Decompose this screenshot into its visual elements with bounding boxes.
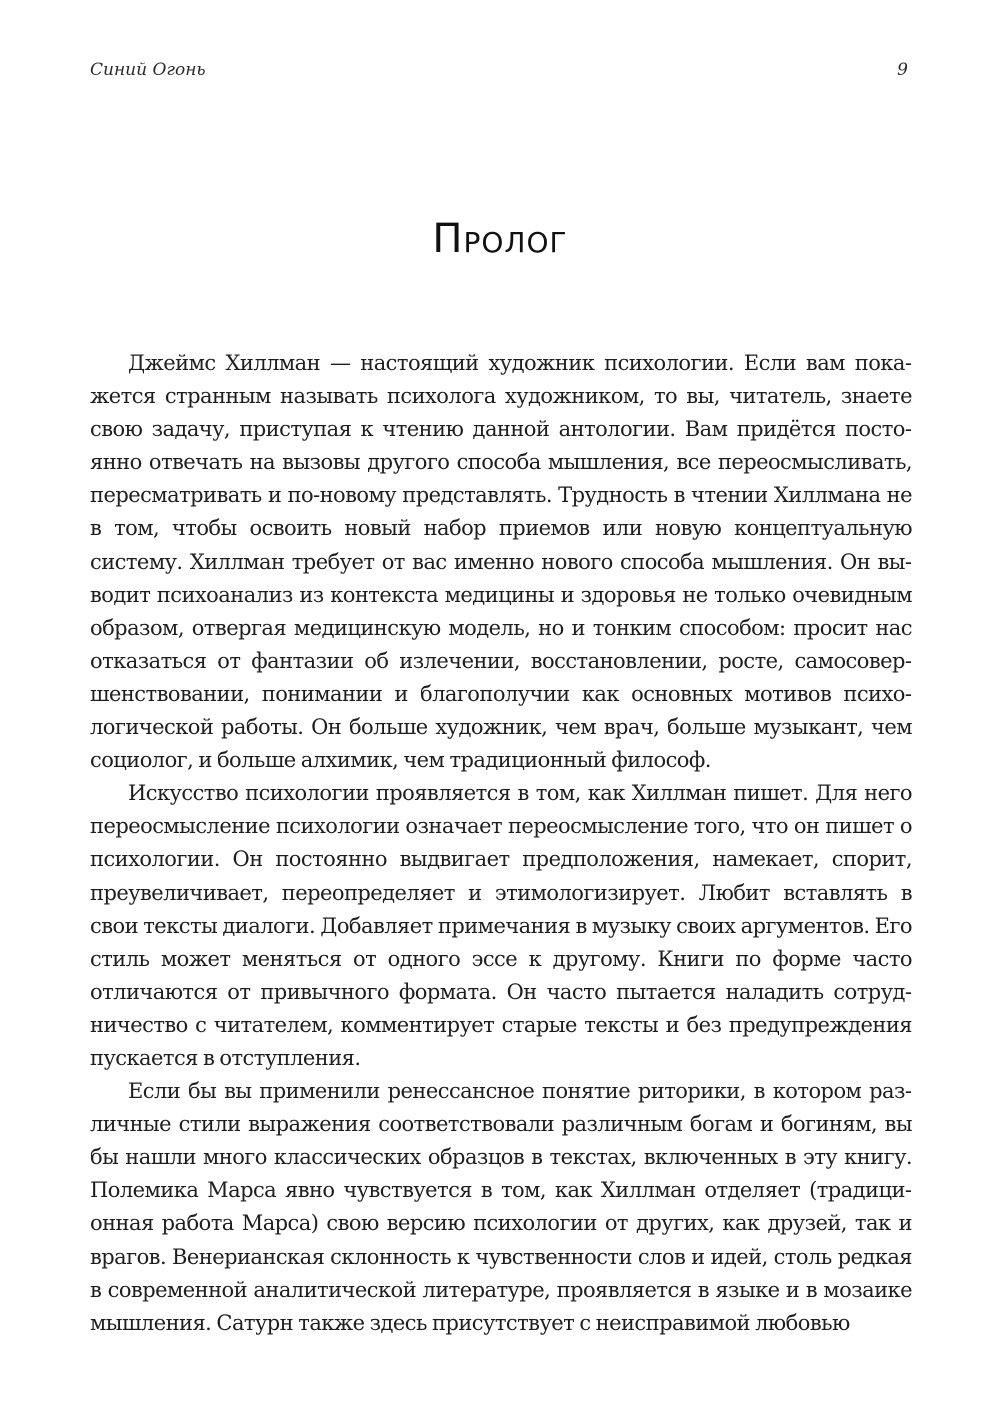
body-text (90, 347, 912, 1340)
paragraph-3: Если бы вы применили ренессансное понятие риторики, в котором различные стили выражения соответствовали различным богам и богиням, вы бы нашли много классических образцов в текстах, включенных в эту книгу. Полемика Марса явно чувствуется в том, как Хиллман отделяет (традиционная работа Марса) свою версию психологии от других, как друзей, так и врагов. Венерианская склонность к чувственности слов и идей, столь редкая в современной аналитической литературе, проявляется в языке и в мозаике мышления. Сатурн также здесь присутствует с неисправимой любовью (90, 1079, 912, 1335)
paragraph-2: Искусство психологии проявляется в том, как Хиллман пишет. Для него переосмысление психологии означает переосмысление того, что он пишет о психологии. Он постоянно выдвигает предположения, намекает, спорит, преувеличивает, переопределяет и этимологизирует. Любит вставлять в свои тексты диалоги. Добавляет примечания в музыку своих аргументов. Его стиль может меняться от одного эссе к другому. Книги по форме часто отличаются от привычного формата. Он часто пытается наладить сотрудничество с читателем, комментирует старые тексты и без предупреждения пускается в отступления. (90, 781, 912, 1070)
page-number: 9 (897, 60, 908, 80)
running-header-book-title: Синий Огонь (90, 60, 206, 80)
running-header (90, 60, 908, 88)
chapter-title: Пролог (432, 216, 568, 262)
paragraph-1: Джеймс Хиллман — настоящий художник психологии. Если вам покажется странным называть психолога художником, то вы, читатель, знаете свою задачу, приступая к чтению данной антологии. Вам придётся постоянно отвечать на вызовы другого способа мышления, все переосмысливать, пересматривать и по-новому представлять. Трудность в чтении Хиллмана не в том, чтобы освоить новый набор приемов или новую концептуальную систему. Хиллман требует от вас именно нового способа мышления. Он выводит психоанализ из контекста медицины и здоровья не только очевидным образом, отвергая медицинскую модель, но и тонким способом: просит нас отказаться от фантазии об излечении, восстановлении, росте, самосовершенствовании, понимании и благополучии как основных мотивов психологической работы. Он больше художник, чем врач, больше музыкант, чем социолог, и больше алхимик, чем традиционный философ. (90, 351, 912, 773)
